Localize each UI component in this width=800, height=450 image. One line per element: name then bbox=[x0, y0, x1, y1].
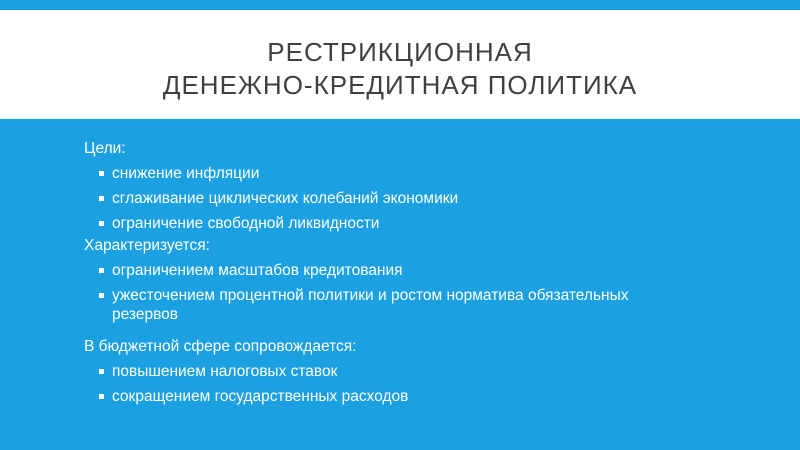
bullet-list bbox=[84, 362, 764, 406]
square-bullet-icon bbox=[99, 293, 104, 298]
bullet-item bbox=[84, 164, 764, 183]
bullet-text: сглаживание циклических колебаний экономики bbox=[112, 190, 459, 207]
bullet-list bbox=[84, 261, 764, 324]
square-bullet-icon bbox=[99, 171, 104, 176]
bullet-text: ограничение свободной ликвидности bbox=[112, 215, 380, 232]
bullet-item bbox=[84, 387, 764, 406]
square-bullet-icon bbox=[99, 394, 104, 399]
bullet-list bbox=[84, 164, 764, 233]
section-heading: В бюджетной сфере сопровождается: bbox=[84, 338, 357, 355]
section-goals bbox=[84, 139, 764, 233]
section-heading: Цели: bbox=[84, 140, 126, 157]
bullet-item bbox=[84, 189, 764, 208]
top-accent-bar bbox=[0, 0, 800, 10]
bullet-item bbox=[84, 286, 652, 324]
square-bullet-icon bbox=[99, 221, 104, 226]
section-heading: Характеризуется: bbox=[84, 237, 210, 254]
bullet-text: повышением налоговых ставок bbox=[112, 363, 338, 380]
bullet-item bbox=[84, 214, 764, 233]
square-bullet-icon bbox=[99, 369, 104, 374]
section-characteristics bbox=[84, 236, 764, 324]
slide-title-line-2: ДЕНЕЖНО-КРЕДИТНАЯ ПОЛИТИКА bbox=[162, 70, 638, 100]
bullet-item bbox=[84, 362, 764, 381]
title-area bbox=[0, 10, 800, 119]
square-bullet-icon bbox=[99, 196, 104, 201]
bullet-text: сокращением государственных расходов bbox=[112, 388, 409, 405]
section-budget bbox=[84, 337, 764, 406]
slide-title bbox=[0, 36, 800, 102]
bullet-text: ужесточением процентной политики и ростом норматива обязательных резервов bbox=[112, 287, 629, 323]
slide-body bbox=[0, 119, 800, 450]
bullet-text: ограничением масштабов кредитования bbox=[112, 262, 403, 279]
square-bullet-icon bbox=[99, 268, 104, 273]
bullet-text: снижение инфляции bbox=[112, 165, 260, 182]
bullet-item bbox=[84, 261, 764, 280]
slide-title-line-1: РЕСТРИКЦИОННАЯ bbox=[267, 37, 533, 67]
